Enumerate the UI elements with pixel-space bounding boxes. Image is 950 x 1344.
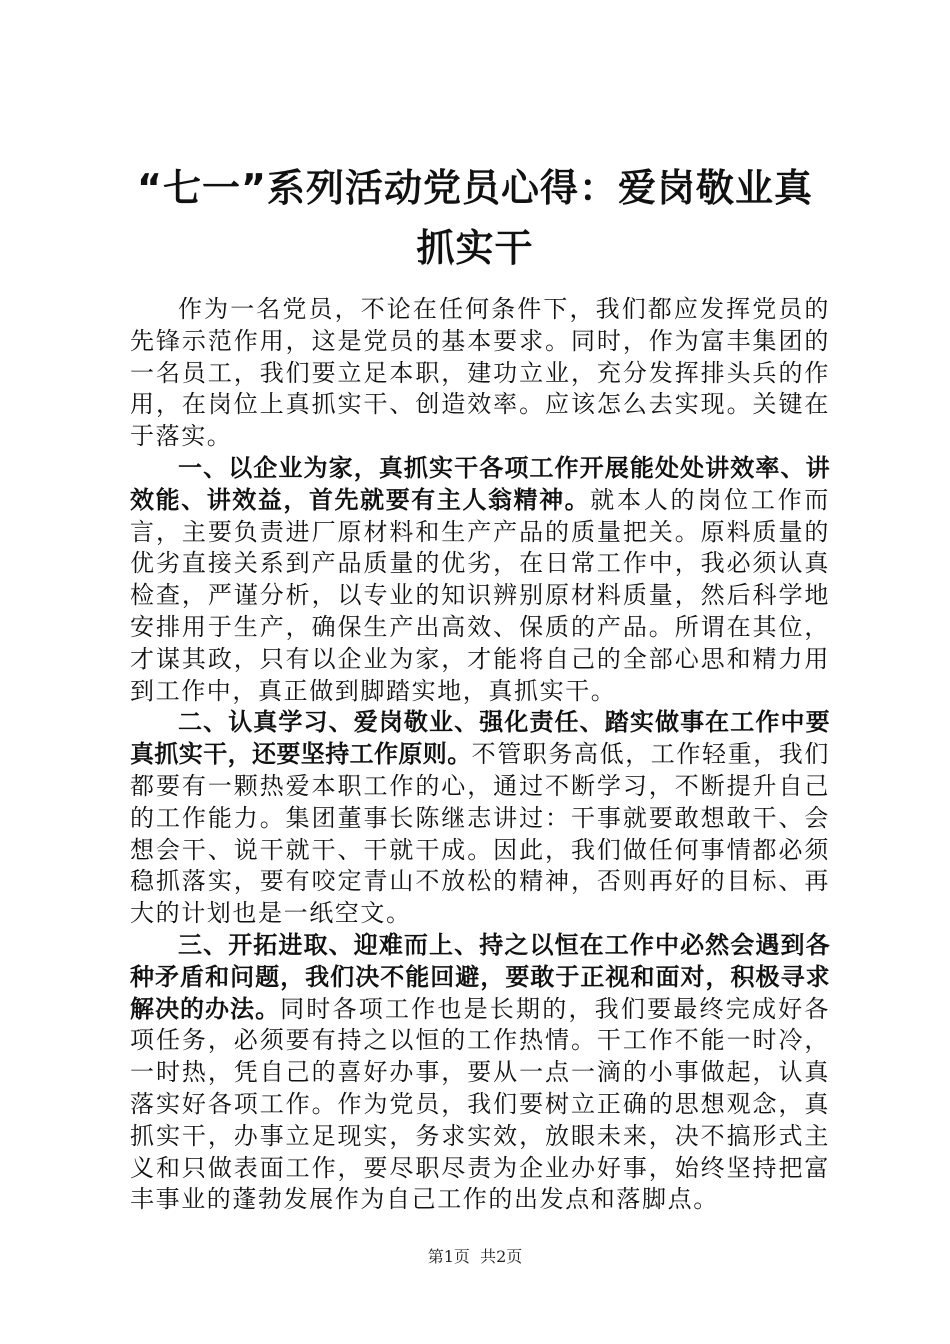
section-paragraph-3 bbox=[130, 930, 830, 1216]
section-heading-1: 一、以企业为家，真抓实干各项工作开展能处处讲效率、讲效能、讲效益，首先就要有主人翁精神。 bbox=[130, 453, 830, 514]
section-text-3: 同时各项工作也是长期的，我们要最终完成好各项任务，必须要有持之以恒的工作热情。干工作不能一时冷，一时热，凭自己的喜好办事，要从一点一滴的小事做起，认真落实好各项工作。作为党员，我们要树立正确的思想观念，真抓实干，办事立足现实，务求实效，放眼未来，决不搞形式主义和只做表面工作，要尽职尽责为企业办好事，始终坚持把富丰事业的蓬勃发展作为自己工作的出发点和落脚点。 bbox=[130, 994, 830, 1214]
section-text-2: 不管职务高低，工作轻重，我们都要有一颗热爱本职工作的心，通过不断学习，不断提升自己的工作能力。集团董事长陈继志讲过：干事就要敢想敢干、会想会干、说干就干、干就干成。因此，我们做任何事情都必须稳抓落实，要有咬定青山不放松的精神，否则再好的目标、再大的计划也是一纸空文。 bbox=[130, 740, 831, 928]
section-heading-2: 二、认真学习、爱岗敬业、强化责任、踏实做事在工作中要真抓实干，还要坚持工作原则。 bbox=[130, 708, 830, 769]
section-heading-3: 三、开拓进取、迎难而上、持之以恒在工作中必然会遇到各种矛盾和问题，我们决不能回避，要敢于正视和面对，积极寻求解决的办法。 bbox=[130, 930, 830, 1023]
page-number: 第1页 bbox=[427, 1247, 470, 1266]
section-paragraph-2 bbox=[130, 707, 830, 930]
page-footer bbox=[0, 1244, 950, 1267]
page-total: 共2页 bbox=[480, 1247, 523, 1266]
document-body bbox=[130, 294, 830, 1216]
document-title: “七一”系列活动党员心得：爱岗敬业真抓实干 bbox=[137, 166, 813, 270]
section-text-1: 就本人的岗位工作而言，主要负责进厂原材料和生产产品的质量把关。原料质量的优劣直接关系到产品质量的优劣，在日常工作中，我必须认真检查，严谨分析，以专业的知识辨别原材料质量，然后科学地安排用于生产，确保生产出高效、保质的产品。所谓在其位，才谋其政，只有以企业为家，才能将自己的全部心思和精力用到工作中，真正做到脚踏实地，真抓实干。 bbox=[130, 485, 831, 705]
intro-paragraph: 作为一名党员，不论在任何条件下，我们都应发挥党员的先锋示范作用，这是党员的基本要求。同时，作为富丰集团的一名员工，我们要立足本职，建功立业，充分发挥排头兵的作用，在岗位上真抓实干、创造效率。应该怎么去实现。关键在于落实。 bbox=[130, 295, 830, 451]
section-paragraph-1 bbox=[130, 453, 830, 707]
